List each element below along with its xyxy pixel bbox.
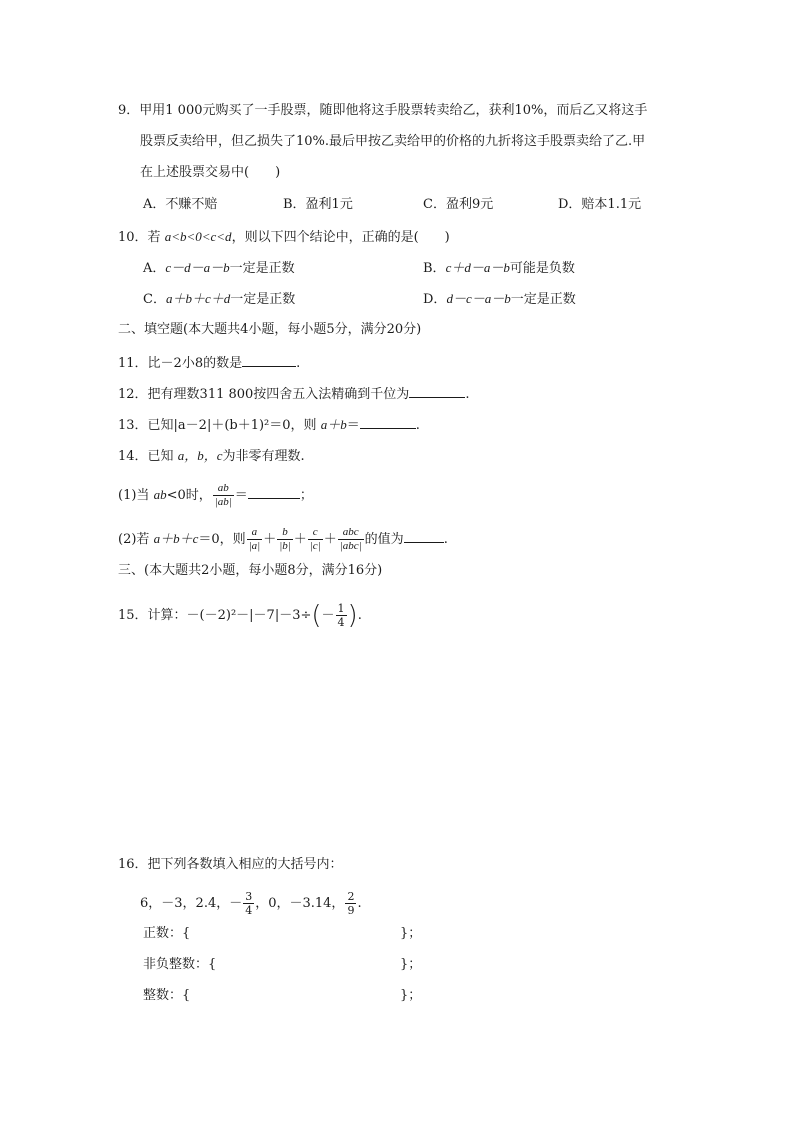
q12	[118, 384, 469, 404]
q14-p2-fraction-b	[277, 526, 293, 553]
q12-end: .	[465, 387, 470, 402]
q15-fraction	[336, 602, 347, 629]
q16-row-integers-close: }；	[400, 988, 422, 1003]
q14-p2-fraction-abc-num: abc	[338, 526, 364, 540]
q13-answer-blank[interactable]	[360, 415, 416, 429]
q11-end: .	[296, 356, 301, 371]
q14-p1-fraction-num: ab	[213, 482, 234, 496]
q14-p2-fraction-b-num: b	[277, 526, 293, 540]
q14-p1-fraction	[213, 482, 234, 509]
q10-option-b-label: B．	[423, 261, 446, 276]
q14-p2-answer-blank[interactable]	[404, 529, 444, 543]
left-paren-icon: (	[311, 600, 322, 631]
q16-row-nonnegative-integers-close: }；	[400, 957, 422, 972]
q14-p2-fraction-c	[308, 526, 323, 553]
q10-option-a-expr: c－d－a－b	[165, 260, 230, 275]
q14-p2-fraction-abc	[338, 526, 364, 553]
q11	[118, 353, 300, 373]
q10-option-c	[143, 290, 295, 309]
q10-option-d-label: D．	[423, 292, 447, 307]
q9-option-c: C．盈利9元	[423, 197, 494, 212]
q12-text: 12．把有理数311 800按四舍五入法精确到千位为	[118, 387, 410, 402]
q10-stem-condition: a<b<0<c<d	[164, 229, 232, 244]
q10-option-b	[423, 259, 575, 278]
q10-option-b-text: 可能是负数	[509, 261, 575, 276]
q9-option-b: B．盈利1元	[283, 197, 353, 212]
q14-p2-fraction-b-den: |b|	[279, 540, 291, 552]
q9-option-a: A．不赚不赔	[143, 197, 218, 212]
q15-fraction-num: 1	[337, 602, 345, 615]
q16-row-positive: 正数：{	[143, 926, 191, 941]
section-2-heading: 二、填空题(本大题共4小题，每小题5分，满分20分)	[118, 322, 422, 337]
q14-p2-fraction-c-num: c	[308, 526, 323, 540]
q10-option-d	[423, 290, 576, 309]
q16-numbers-end: .	[357, 896, 362, 911]
q9-line-2: 股票反卖给甲，但乙损失了10%.最后甲按乙卖给甲的价格的九折将这手股票卖给了乙.甲	[140, 134, 646, 149]
q14-p1-answer-blank[interactable]	[248, 485, 300, 499]
q10-option-c-text: 一定是正数	[230, 292, 296, 307]
q13-eq: ＝	[346, 418, 360, 433]
q10-option-c-expr: a＋b＋c＋d	[165, 291, 231, 306]
q14-p2-fraction-a	[247, 526, 263, 553]
q10-option-a-text: 一定是正数	[229, 261, 295, 276]
q13-prefix: 13．已知|a－2|＋(b＋1)²＝0，则	[118, 418, 317, 433]
q9-line-1: 9．甲用1 000元购买了一手股票，随即他将这手股票转卖给乙，获利10%，而后乙又将这手	[118, 103, 648, 118]
q15-end: .	[357, 608, 362, 623]
q14-p2-suffix: 的值为	[364, 532, 404, 547]
q16-row-integers: 整数：{	[143, 988, 191, 1003]
q15	[118, 602, 362, 629]
q14-p1-end: ；	[299, 488, 313, 503]
q10-option-a-label: A．	[143, 261, 166, 276]
section-3-heading: 三、(本大题共2小题，每小题8分，满分16分)	[118, 563, 383, 578]
q14-p1-fraction-den: |ab|	[214, 496, 232, 508]
q14-p1-cond2: <0时，	[166, 488, 212, 503]
q14-p1-prefix: (1)当	[118, 488, 150, 503]
q15-inner-sign: －	[321, 608, 335, 623]
q14-p2-cond: a＋b＋c	[153, 531, 199, 546]
q16-fraction-3-4-den: 4	[245, 904, 253, 917]
q14-p2-fraction-abc-den: |abc|	[339, 540, 362, 552]
q11-text: 11．比－2小8的数是	[118, 356, 243, 371]
q10-option-b-expr: c＋d－a－b	[445, 260, 510, 275]
q14-stem-prefix: 14．已知	[118, 449, 174, 464]
q16-row-nonnegative-integers: 非负整数：{	[143, 957, 217, 972]
q10-stem-suffix: ，则以下四个结论中，正确的是( )	[231, 230, 450, 245]
q16-numbers	[140, 890, 362, 917]
q14-p2-cond2: ＝0，则	[198, 532, 246, 547]
q16-fraction-2-9	[345, 890, 356, 917]
q14-part-1	[118, 482, 313, 509]
q9-option-d: D．赔本1.1元	[558, 197, 642, 212]
q10-option-a	[143, 259, 295, 278]
q16-numbers-a: 6，－3，2.4，－	[140, 896, 243, 911]
q16-numbers-b: ，0，－3.14，	[255, 896, 345, 911]
q16-fraction-3-4	[243, 890, 254, 917]
q13-end: .	[415, 418, 420, 433]
q14-p1-cond: ab	[153, 487, 167, 502]
q14-p2-fraction-c-den: |c|	[309, 540, 321, 552]
q10-stem	[118, 228, 450, 247]
q11-answer-blank[interactable]	[242, 353, 296, 367]
q16-fraction-2-9-num: 2	[347, 890, 355, 903]
q14-stem-vars: a，b，c	[177, 448, 223, 463]
q13-expr: a＋b	[320, 417, 347, 432]
q15-prefix: 15．计算：－(－2)²－|－7|－3÷	[118, 608, 312, 623]
q14-p1-eq: ＝	[234, 488, 248, 503]
q14-plus-3: ＋	[323, 532, 337, 547]
q16-stem: 16．把下列各数填入相应的大括号内：	[118, 857, 343, 872]
right-paren-icon: )	[347, 600, 358, 631]
q14-part-2	[118, 526, 448, 553]
q9-line-3: 在上述股票交易中( )	[140, 165, 281, 180]
q16-fraction-2-9-den: 9	[347, 904, 355, 917]
q10-option-d-expr: d－c－a－b	[446, 291, 511, 306]
q14-plus-1: ＋	[263, 532, 277, 547]
q10-stem-prefix: 10．若	[118, 230, 161, 245]
q12-answer-blank[interactable]	[409, 384, 465, 398]
q16-fraction-3-4-num: 3	[245, 890, 253, 903]
q15-fraction-den: 4	[337, 616, 345, 629]
q10-option-c-label: C．	[143, 292, 166, 307]
q14-p2-prefix: (2)若	[118, 532, 150, 547]
q14-stem	[118, 447, 305, 466]
q13	[118, 415, 420, 435]
q14-p2-fraction-a-num: a	[247, 526, 263, 540]
q14-p2-fraction-a-den: |a|	[248, 540, 261, 552]
q16-row-positive-close: }；	[400, 926, 422, 941]
q14-p2-end: .	[443, 532, 448, 547]
q14-plus-2: ＋	[293, 532, 307, 547]
q14-stem-suffix: 为非零有理数.	[222, 449, 305, 464]
q10-option-d-text: 一定是正数	[510, 292, 576, 307]
